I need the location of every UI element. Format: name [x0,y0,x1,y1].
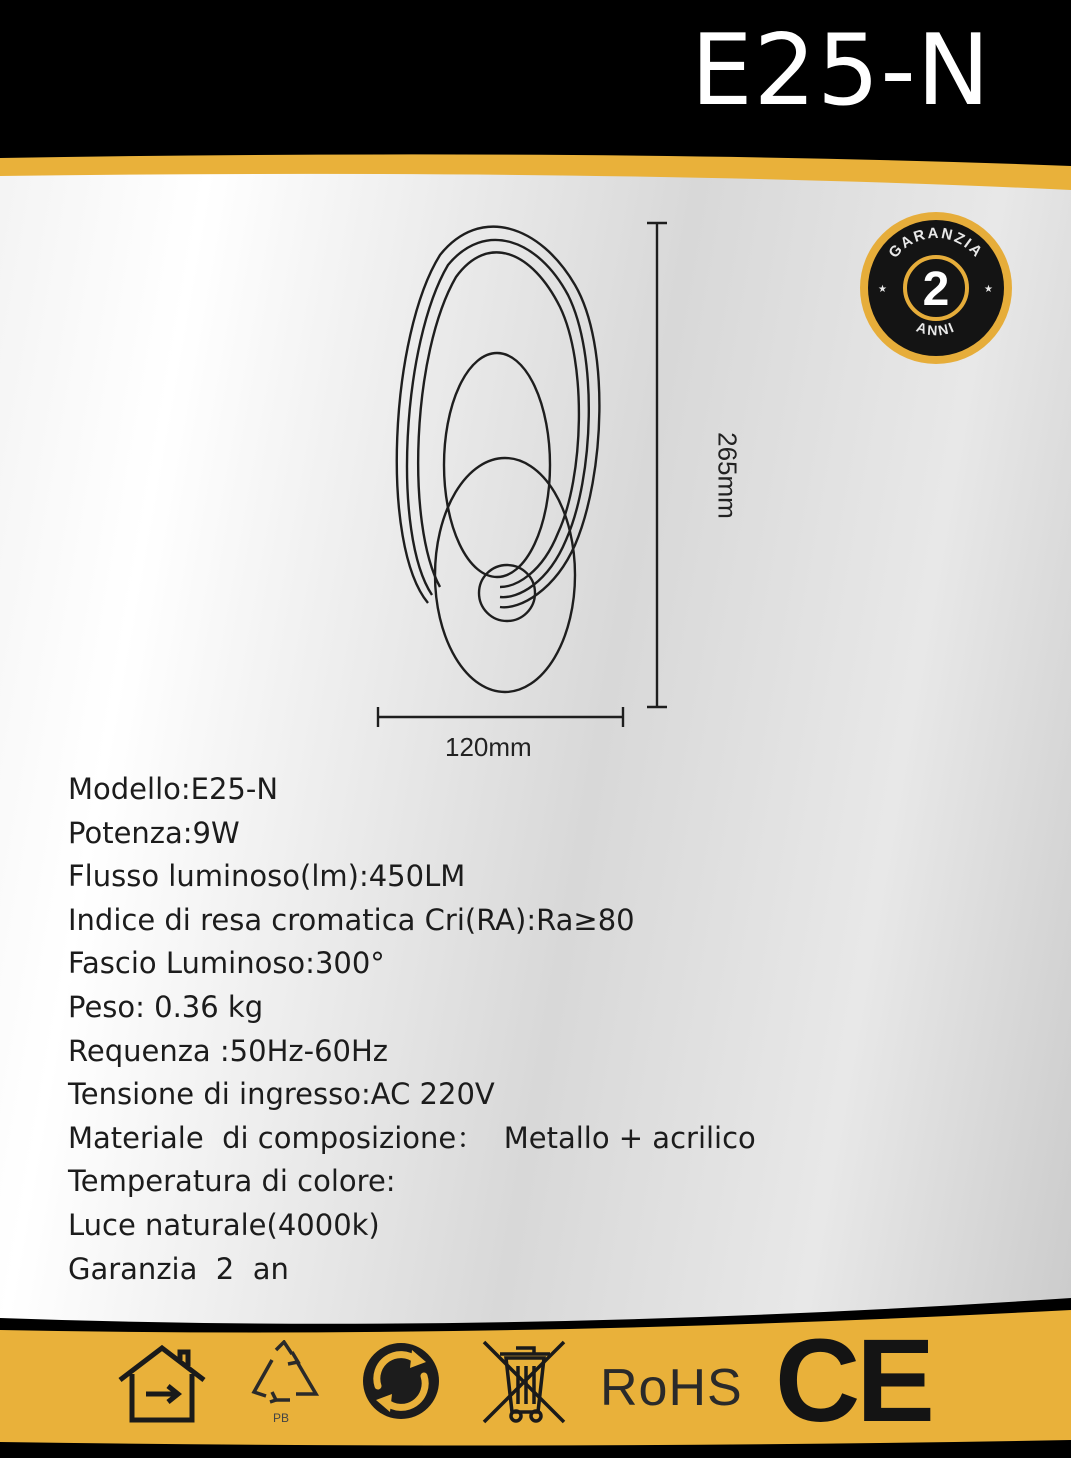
middle-oval [444,353,550,577]
star-icon: ★ [984,284,993,295]
spec-color-rendering: Indice di resa cromatica Cri(RA):Ra≥80 [68,902,635,937]
outer-loop-inner [407,240,589,597]
badge-number: 2 [922,263,950,316]
badge-bottom-text: ANNI [914,318,958,339]
spec-material: Materiale di composizione： Metallo + acrilico [68,1120,756,1155]
spec-frequency: Requenza :50Hz-60Hz [68,1033,389,1068]
pb-label: PB [273,1411,290,1425]
spec-input-voltage: Tensione di ingresso:AC 220V [68,1077,495,1112]
recycle-circle-icon [360,1340,442,1422]
warranty-badge [856,212,1016,364]
spec-color-temperature-value: Luce naturale(4000k) [68,1207,380,1242]
spec-warranty: Garanzia 2 an [68,1251,289,1286]
light-ball [479,565,535,621]
ce-mark: CE [775,1315,931,1447]
recycle-triangle-icon [246,1340,322,1408]
outer-loop-third [418,252,579,587]
spec-beam-angle: Fascio Luminoso:300° [68,946,385,981]
spec-model: Modello:E25-N [68,772,279,806]
spec-power: Potenza:9W [68,815,240,850]
indoor-home-icon [116,1344,208,1424]
lamp-outline-diagram [370,215,680,775]
rohs-label: RoHS [600,1359,743,1417]
width-dimension-label: 120mm [445,732,532,762]
star-icon: ★ [878,284,887,295]
height-dimension-label: 265mm [712,432,743,519]
spec-weight: Peso: 0.36 kg [68,989,264,1024]
spec-list [68,768,756,1291]
spec-color-temperature-label: Temperatura di colore: [68,1164,396,1199]
spec-luminous-flux: Flusso luminoso(lm):450LM [68,859,466,894]
header [0,0,1071,200]
model-title: E25-N [690,14,991,128]
badge-top-text: GARANZIA [885,224,987,262]
weee-bin-icon [476,1336,572,1428]
